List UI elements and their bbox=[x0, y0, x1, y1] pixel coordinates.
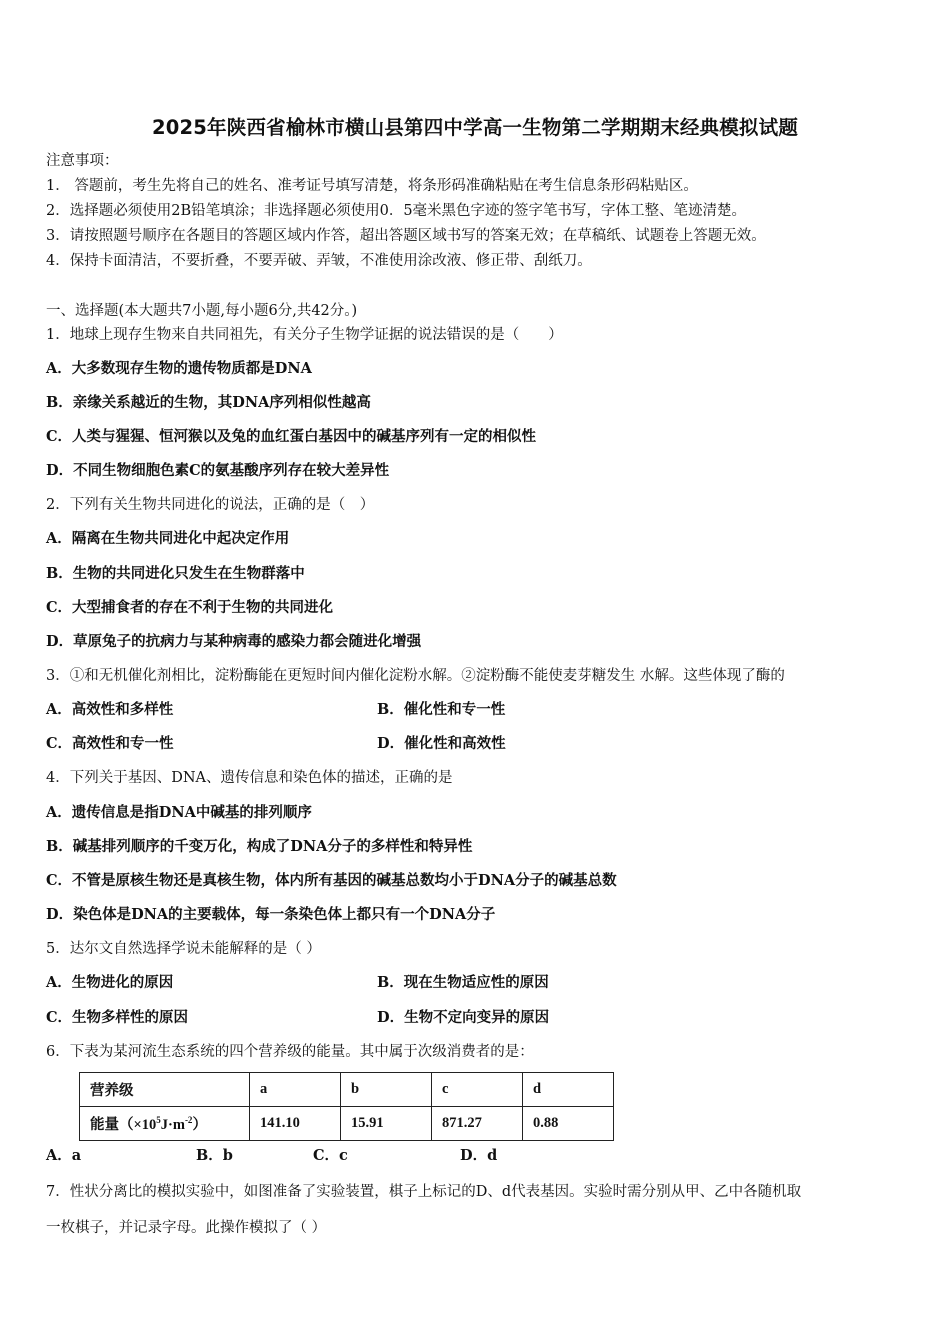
notice-item-3: 3．请按照题号顺序在各题目的答题区域内作答，超出答题区域书写的答案无效；在草稿纸、试题卷上答题无效。 bbox=[46, 228, 766, 244]
q2-option-d: D．草原兔子的抗病力与某种病毒的感染力都会随进化增强 bbox=[46, 633, 422, 650]
q5-option-c: C．生物多样性的原因 bbox=[46, 1009, 189, 1026]
energy-label-prefix: 能量（×10 bbox=[90, 1117, 157, 1133]
q1-option-a: A．大多数现存生物的遗传物质都是DNA bbox=[46, 360, 312, 377]
q4-stem: 4．下列关于基因、DNA、遗传信息和染色体的描述，正确的是 bbox=[46, 770, 453, 786]
q3-option-a: A．高效性和多样性 bbox=[46, 701, 174, 718]
table-cell: 0.88 bbox=[523, 1107, 614, 1141]
q4-option-b: B．碱基排列顺序的千变万化，构成了DNA分子的多样性和特异性 bbox=[46, 838, 473, 855]
q4-option-d: D．染色体是DNA的主要载体，每一条染色体上都只有一个DNA分子 bbox=[46, 906, 496, 923]
q3-option-b: B．催化性和专一性 bbox=[377, 701, 506, 718]
table-header-cell: a bbox=[250, 1073, 341, 1107]
q2-option-b: B．生物的共同进化只发生在生物群落中 bbox=[46, 565, 305, 582]
q7-stem-line-1: 7．性状分离比的模拟实验中，如图准备了实验装置，棋子上标记的D、d代表基因。实验时需分别从甲、乙中各随机取 bbox=[46, 1184, 802, 1200]
q6-option-c: C．c bbox=[313, 1147, 348, 1164]
q7-stem-line-2: 一枚棋子，并记录字母。此操作模拟了（ ） bbox=[46, 1220, 327, 1236]
q3-option-d: D．催化性和高效性 bbox=[377, 735, 506, 752]
q6-stem: 6．下表为某河流生态系统的四个营养级的能量。其中属于次级消费者的是： bbox=[46, 1044, 534, 1060]
energy-table bbox=[79, 1072, 614, 1141]
q2-stem: 2．下列有关生物共同进化的说法，正确的是（ ） bbox=[46, 497, 375, 513]
exam-title: 2025年陕西省榆林市横山县第四中学高一生物第二学期期末经典模拟试题 bbox=[151, 116, 799, 139]
table-cell: 15.91 bbox=[341, 1107, 432, 1141]
table-row bbox=[80, 1073, 614, 1107]
q1-stem: 1．地球上现存生物来自共同祖先，有关分子生物学证据的说法错误的是（ ） bbox=[46, 327, 563, 343]
table-header-cell: b bbox=[341, 1073, 432, 1107]
q5-option-b: B．现在生物适应性的原因 bbox=[377, 974, 549, 991]
table-row-label bbox=[80, 1107, 250, 1141]
table-cell: 871.27 bbox=[432, 1107, 523, 1141]
q4-option-a: A．遗传信息是指DNA中碱基的排列顺序 bbox=[46, 804, 312, 821]
q1-option-c: C．人类与猩猩、恒河猴以及兔的血红蛋白基因中的碱基序列有一定的相似性 bbox=[46, 428, 537, 445]
table-header-cell: c bbox=[432, 1073, 523, 1107]
q2-option-a: A．隔离在生物共同进化中起决定作用 bbox=[46, 530, 290, 547]
energy-label-unit: J·m bbox=[160, 1117, 185, 1133]
q1-option-b: B．亲缘关系越近的生物，其DNA序列相似性越高 bbox=[46, 394, 371, 411]
energy-label-end: ） bbox=[192, 1117, 207, 1133]
table-cell: 141.10 bbox=[250, 1107, 341, 1141]
notice-item-1: 1． 答题前，考生先将自己的姓名、准考证号填写清楚，将条形码准确粘贴在考生信息条形码粘贴区。 bbox=[46, 178, 698, 194]
q5-stem: 5．达尔文自然选择学说未能解释的是（ ） bbox=[46, 941, 321, 957]
q5-option-d: D．生物不定向变异的原因 bbox=[377, 1009, 550, 1026]
q6-option-d: D．d bbox=[460, 1147, 498, 1164]
energy-label-exponent-2: -2 bbox=[184, 1115, 193, 1126]
q4-option-c: C．不管是原核生物还是真核生物，体内所有基因的碱基总数均小于DNA分子的碱基总数 bbox=[46, 872, 617, 889]
notice-heading: 注意事项： bbox=[46, 153, 119, 169]
q3-stem: 3．①和无机催化剂相比，淀粉酶能在更短时间内催化淀粉水解。②淀粉酶不能使麦芽糖发生 水解。这些体现了酶的 bbox=[46, 668, 785, 684]
section-heading: 一、选择题(本大题共7小题,每小题6分,共42分。) bbox=[46, 303, 358, 319]
q5-option-a: A．生物进化的原因 bbox=[46, 974, 174, 991]
q6-option-a: A．a bbox=[46, 1147, 82, 1164]
notice-item-2: 2．选择题必须使用2B铅笔填涂；非选择题必须使用0．5毫米黑色字迹的签字笔书写，字体工整、笔迹清楚。 bbox=[46, 203, 747, 219]
q3-option-c: C．高效性和专一性 bbox=[46, 735, 174, 752]
q6-option-b: B．b bbox=[196, 1147, 233, 1164]
notice-item-4: 4．保持卡面清洁，不要折叠，不要弄破、弄皱，不准使用涂改液、修正带、刮纸刀。 bbox=[46, 253, 592, 269]
table-row bbox=[80, 1107, 614, 1141]
q2-option-c: C．大型捕食者的存在不利于生物的共同进化 bbox=[46, 599, 334, 616]
table-header-cell: 营养级 bbox=[80, 1073, 250, 1107]
energy-label-exponent: 5 bbox=[156, 1115, 161, 1126]
q1-option-d: D．不同生物细胞色素C的氨基酸序列存在较大差异性 bbox=[46, 462, 390, 479]
table-header-cell: d bbox=[523, 1073, 614, 1107]
